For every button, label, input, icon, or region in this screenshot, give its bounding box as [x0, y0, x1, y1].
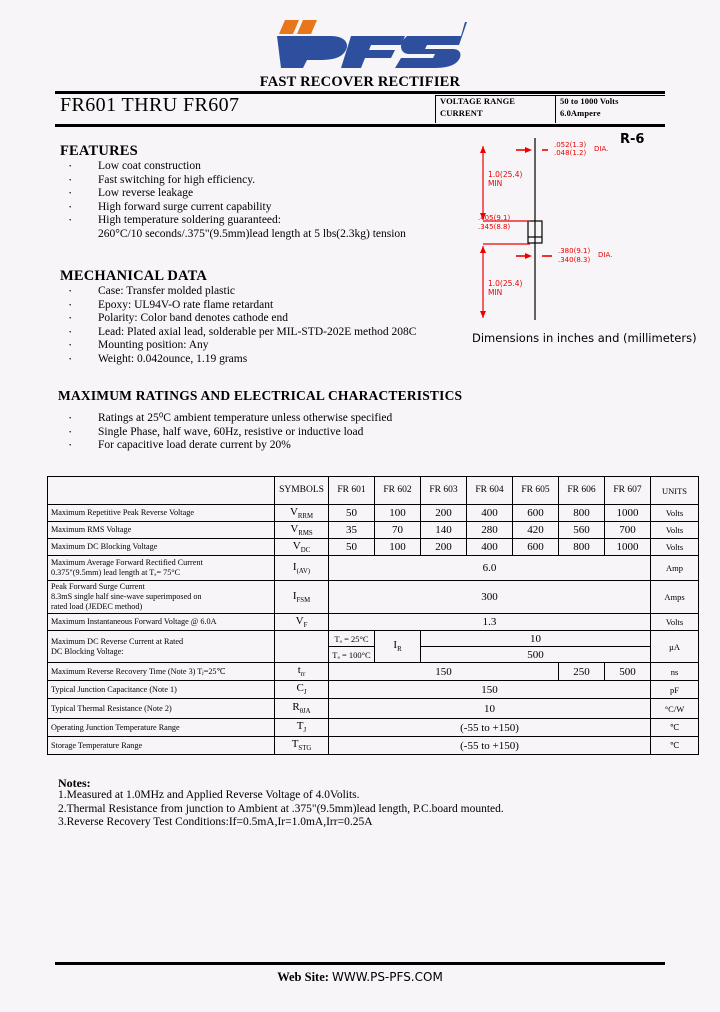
cond-label: Tₐ = 100°C	[329, 647, 375, 663]
header-symbols: SYMBOLS	[275, 477, 329, 505]
row-symbol	[275, 737, 329, 755]
symbol-main: V	[290, 522, 299, 535]
package-designator: R-6	[620, 132, 645, 147]
header-blank	[48, 477, 275, 505]
row-symbol	[375, 631, 421, 663]
part-number-title: FR601 THRU FR607	[60, 94, 240, 116]
row-units: pF	[651, 681, 699, 699]
symbol-sub: STG	[298, 745, 312, 753]
symbol-main: V	[292, 539, 301, 552]
body-dia-bot-text: .340(8.3)	[558, 256, 591, 264]
body-len-bot-text: .345(8.8)	[478, 223, 511, 231]
table-row	[48, 681, 699, 699]
current-value: 6.0Ampere	[560, 108, 601, 118]
header-part-601	[329, 477, 375, 505]
row-units: Volts	[651, 522, 699, 539]
symbol-main: T	[296, 720, 304, 733]
symbol-sub: θJA	[299, 708, 311, 716]
list-item: · Ratings at 25⁰C ambient temperature unless otherwise specified	[60, 412, 392, 426]
table-row	[48, 581, 699, 614]
cell-value: 35	[329, 522, 375, 539]
row-units: ns	[651, 663, 699, 681]
cell-value: 140	[421, 522, 467, 539]
row-desc: Maximum Repetitive Peak Reverse Voltage	[48, 505, 275, 522]
cond-label: Tₐ = 25°C	[329, 631, 375, 647]
cell-value: 100	[375, 539, 421, 556]
cell-value-span: (-55 to +150)	[329, 737, 651, 755]
cell-value: 50	[329, 539, 375, 556]
note-item: 1.Measured at 1.0MHz and Applied Reverse Voltage of 4.0Volits.	[58, 789, 360, 801]
cell-value-span: (-55 to +150)	[329, 719, 651, 737]
cell-value: 200	[421, 539, 467, 556]
table-row	[48, 737, 699, 755]
list-item: · Low reverse leakage	[60, 187, 406, 201]
list-item: · High temperature soldering guaranteed:	[60, 214, 406, 228]
voltage-range-box	[435, 95, 665, 123]
voltage-range-label: VOLTAGE RANGE	[440, 96, 516, 106]
note-item: 2.Thermal Resistance from junction to Ambient at .375"(9.5mm)lead length, P.C.board mounted.	[58, 802, 504, 815]
cell-value: 400	[467, 539, 513, 556]
symbol-main: I	[393, 639, 398, 652]
row-desc: Maximum Instantaneous Forward Voltage @ 6.0A	[48, 614, 275, 631]
list-item: · Polarity: Color band denotes cathode end	[60, 312, 416, 326]
row-desc-line: 0.375"(9.5mm) lead length at Tₐ= 75°C	[51, 568, 181, 577]
row-symbol	[275, 719, 329, 737]
part-label: FR 604	[475, 485, 504, 495]
ratings-list	[60, 412, 392, 453]
list-item: · Low coat construction	[60, 160, 406, 174]
features-title: FEATURES	[60, 143, 138, 159]
symbol-sub: (AV)	[296, 568, 311, 576]
lead-dia-top-text: .052(1.3)	[554, 141, 587, 149]
cell-value: 1000	[605, 505, 651, 522]
list-item: · Fast switching for high efficiency.	[60, 174, 406, 188]
row-symbol	[275, 505, 329, 522]
table-row	[48, 719, 699, 737]
website-label: Web Site:	[277, 970, 329, 984]
row-desc-line: Maximum DC Reverse Current at Rated	[51, 636, 184, 646]
dia-label-top-text: DIA.	[594, 145, 609, 153]
notes-list	[58, 789, 504, 830]
package-outline-icon	[470, 128, 675, 328]
row-desc-line: Maximum Average Forward Rectified Current	[51, 558, 203, 567]
part-label: FR 606	[567, 485, 596, 495]
row-units: ℃	[651, 737, 699, 755]
divider-footer	[55, 962, 665, 965]
symbol-sub: F	[303, 622, 308, 630]
lead-len-bot-min-text: MIN	[488, 288, 503, 297]
table-header-row	[48, 477, 699, 505]
symbol-sub: rr	[300, 671, 306, 679]
list-item: · Epoxy: UL94V-O rate flame retardant	[60, 299, 416, 313]
row-units: Amp	[651, 556, 699, 581]
vr-sep-left	[435, 95, 436, 123]
row-units: °C/W	[651, 699, 699, 719]
list-item: 260°C/10 seconds/.375"(9.5mm)lead length at 5 lbs(2.3kg) tension	[98, 227, 406, 240]
table-row	[48, 522, 699, 539]
symbol-sub: RRM	[297, 513, 314, 521]
row-units: µA	[651, 631, 699, 663]
cell-value-span: 500	[421, 647, 651, 663]
cell-value: 50	[329, 505, 375, 522]
cell-value: 420	[513, 522, 559, 539]
cell-value: 800	[559, 539, 605, 556]
cell-value: 250	[559, 663, 605, 681]
list-item: · Case: Transfer molded plastic	[60, 285, 416, 299]
symbol-sub: FSM	[296, 597, 311, 605]
row-desc-line: rated load (JEDEC method)	[51, 602, 143, 611]
header-part-603	[421, 477, 467, 505]
lead-dia-bot-text: .048(1.2)	[554, 149, 587, 157]
part-label: FR 602	[383, 485, 412, 495]
row-desc-line: Peak Forward Surge Current	[51, 582, 145, 591]
row-symbol	[275, 663, 329, 681]
row-desc-line: DC Blocking Voltage:	[51, 646, 124, 656]
cell-value: 280	[467, 522, 513, 539]
current-label: CURRENT	[440, 108, 483, 118]
list-item: · Mounting position: Any	[60, 339, 416, 353]
cell-value: 500	[605, 663, 651, 681]
header-part-604	[467, 477, 513, 505]
symbol-main: V	[289, 505, 298, 518]
cell-value: 100	[375, 505, 421, 522]
row-desc: Maximum RMS Voltage	[48, 522, 275, 539]
cell-value: 700	[605, 522, 651, 539]
row-desc: Operating Junction Temperature Range	[48, 719, 275, 737]
package-drawing	[470, 128, 675, 328]
row-desc-line: 8.3mS single half sine-wave superimposed on	[51, 592, 202, 601]
row-desc	[48, 581, 275, 614]
header-part-602	[375, 477, 421, 505]
symbol-sub: R	[397, 646, 402, 654]
cell-value: 560	[559, 522, 605, 539]
part-label: FR 605	[521, 485, 550, 495]
table-row	[48, 631, 699, 647]
symbol-main: T	[291, 738, 299, 751]
divider-under-header	[55, 124, 665, 127]
footer	[0, 970, 720, 985]
list-item: · Weight: 0.042ounce, 1.19 grams	[60, 353, 416, 367]
cell-value: 200	[421, 505, 467, 522]
note-item: 3.Reverse Recovery Test Conditions:If=0.5mA,Ir=1.0mA,Irr=0.25A	[58, 816, 373, 828]
cell-value-span: 300	[329, 581, 651, 614]
row-desc: Maximum DC Blocking Voltage	[48, 539, 275, 556]
row-units: ℃	[651, 719, 699, 737]
row-symbol	[275, 681, 329, 699]
symbol-main: R	[292, 701, 300, 714]
voltage-range-value: 50 to 1000 Volts	[560, 96, 619, 106]
vr-sep-mid	[555, 95, 556, 123]
row-desc	[48, 556, 275, 581]
row-symbol	[275, 556, 329, 581]
table-row	[48, 539, 699, 556]
header-part-606	[559, 477, 605, 505]
table-row	[48, 614, 699, 631]
row-symbol	[275, 522, 329, 539]
cell-value-span: 10	[329, 699, 651, 719]
symbol-main: I	[292, 589, 297, 602]
list-item: · High forward surge current capability	[60, 201, 406, 215]
cell-value-span: 10	[421, 631, 651, 647]
cell-value: 400	[467, 505, 513, 522]
symbol-main: V	[295, 614, 304, 627]
row-units: Volts	[651, 539, 699, 556]
mechanical-title: MECHANICAL DATA	[60, 268, 208, 284]
table-row	[48, 505, 699, 522]
row-symbol	[275, 699, 329, 719]
symbol-main: t	[297, 664, 301, 677]
pfs-logo	[255, 12, 470, 70]
header-part-605	[513, 477, 559, 505]
part-label: FR 603	[429, 485, 458, 495]
symbol-sub: J	[303, 689, 307, 697]
dia-label-bot-text: DIA.	[598, 251, 613, 259]
lead-len-top-min-text: MIN	[488, 179, 503, 188]
row-symbol	[275, 581, 329, 614]
features-list	[60, 160, 406, 242]
list-item: · Single Phase, half wave, 60Hz, resistive or inductive load	[60, 426, 392, 440]
symbol-main: C	[296, 682, 304, 695]
symbol-sub: RMS	[298, 530, 313, 538]
table-row	[48, 663, 699, 681]
ratings-table	[47, 476, 699, 755]
notes-title: Notes:	[58, 776, 91, 790]
row-desc: Storage Temperature Range	[48, 737, 275, 755]
row-symbol	[275, 539, 329, 556]
table-row	[48, 699, 699, 719]
cell-value: 1000	[605, 539, 651, 556]
table-row	[48, 556, 699, 581]
cell-value: 600	[513, 539, 559, 556]
package-caption: Dimensions in inches and (millimeters)	[472, 331, 697, 345]
row-units: Volts	[651, 614, 699, 631]
cell-value: 70	[375, 522, 421, 539]
symbol-sub: DC	[300, 547, 311, 555]
part-label: FR 607	[613, 485, 642, 495]
mechanical-list	[60, 285, 416, 367]
ratings-title: MAXIMUM RATINGS AND ELECTRICAL CHARACTERISTICS	[58, 388, 463, 403]
cell-value-span: 150	[329, 663, 559, 681]
lead-len-top-text: 1.0(25.4)	[488, 170, 523, 179]
cell-value-span: 6.0	[329, 556, 651, 581]
cell-value-span: 1.3	[329, 614, 651, 631]
list-item: · Lead: Plated axial lead, solderable per MIL-STD-202E method 208C	[60, 326, 416, 340]
website-url[interactable]: WWW.PS-PFS.COM	[332, 970, 443, 984]
symbol-main: I	[292, 560, 297, 573]
symbol-sub: J	[303, 727, 307, 735]
header-units: UNITS	[651, 477, 699, 505]
body-dia-top-text: .380(9.1)	[558, 247, 591, 255]
header-part-607	[605, 477, 651, 505]
row-desc: Maximum Reverse Recovery Time (Note 3) Tⱼ=25℃	[48, 663, 275, 681]
row-desc: Typical Junction Capacitance (Note 1)	[48, 681, 275, 699]
cell-value-span: 150	[329, 681, 651, 699]
page-banner: FAST RECOVER RECTIFIER	[259, 74, 461, 90]
row-desc: Typical Thermal Resistance (Note 2)	[48, 699, 275, 719]
list-item: · For capacitive load derate current by 20%	[60, 439, 392, 453]
row-units: Volts	[651, 505, 699, 522]
cell-value: 800	[559, 505, 605, 522]
cell-value: 600	[513, 505, 559, 522]
row-desc	[48, 631, 275, 663]
part-label: FR 601	[337, 485, 366, 495]
row-units: Amps	[651, 581, 699, 614]
row-symbol	[275, 614, 329, 631]
pfs-logo-icon	[255, 12, 470, 70]
body-len-top-text: .405(9.1)	[478, 214, 511, 222]
lead-len-bot-text: 1.0(25.4)	[488, 279, 523, 288]
